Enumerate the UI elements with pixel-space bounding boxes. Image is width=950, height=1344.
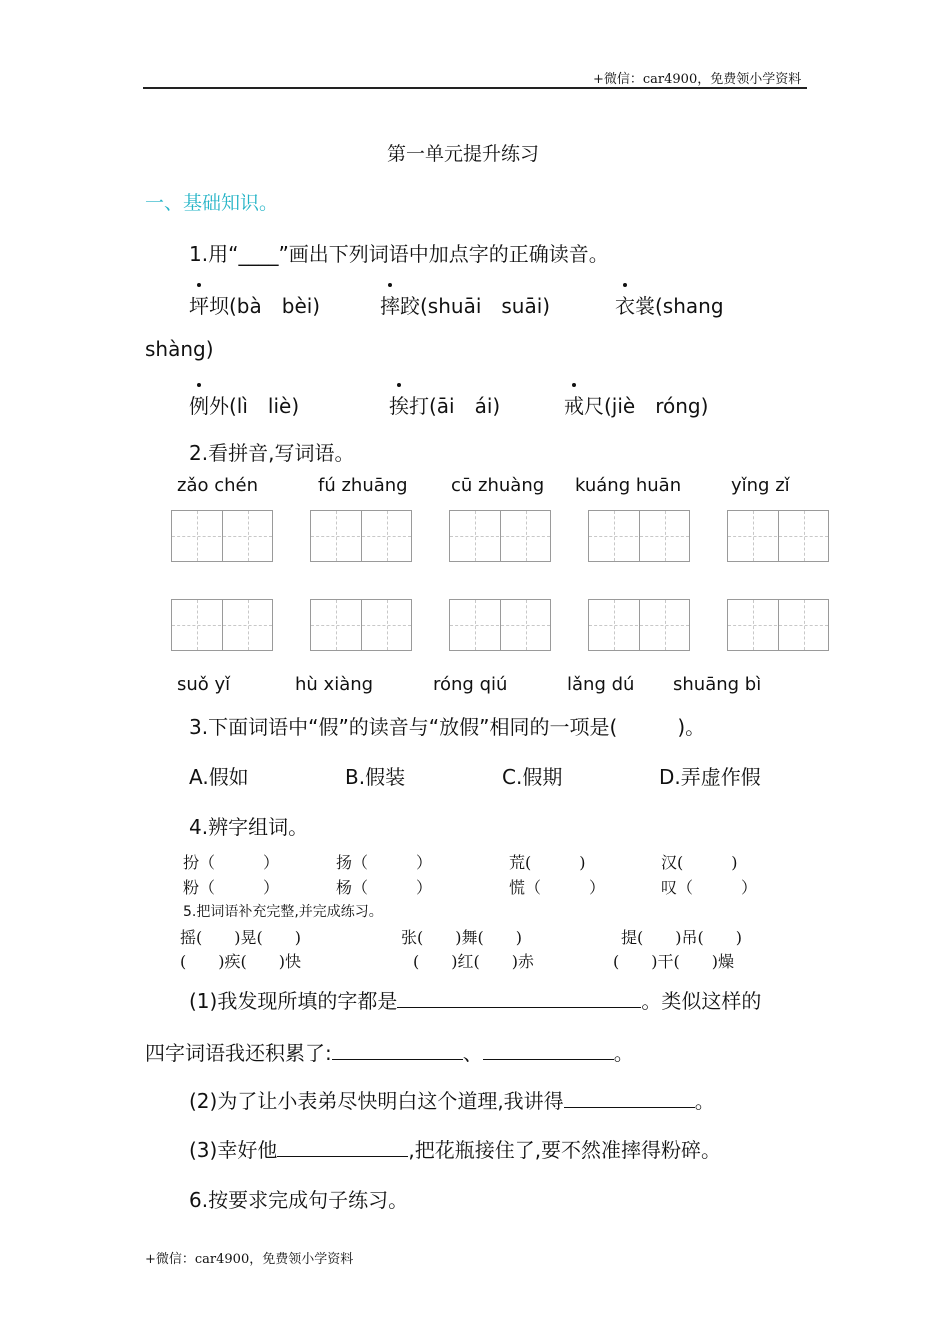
word-pair-item: 粉（ ） [183,878,280,897]
writing-grid[interactable] [449,599,551,651]
header-rule [143,87,807,89]
pinyin-label: cū zhuàng [451,475,545,496]
writing-grid[interactable] [449,510,551,562]
pinyin-label: róng qiú [433,674,508,695]
writing-grid[interactable] [171,599,273,651]
option-b[interactable]: B.假装 [345,765,406,789]
word-pair-item: 汉( ) [661,853,738,872]
idiom-blank: ( )红( )赤 [413,952,534,971]
section-heading: 一、基础知识。 [145,192,279,214]
question-5-stem: 5.把词语补充完整,并完成练习。 [183,904,383,920]
pinyin-label: lǎng dú [567,674,635,695]
idiom-blank: ( )干( )燥 [613,952,734,971]
pinyin-label: shuāng bì [673,674,762,695]
q1-item-wrap: shàng) [145,337,214,361]
q5-sentence-1-cont: 四字词语我还积累了: 、 。 [145,1041,634,1065]
q1-item: 衣裳(shang [615,290,724,319]
q1-item: 坪坝(bà bèi) [189,290,320,319]
answer-blank[interactable] [332,1039,463,1060]
q5-sentence-1: (1)我发现所填的字都是 。类似这样的 [189,989,762,1013]
page-title: 第一单元提升练习 [387,143,540,165]
q1-item: 摔跤(shuāi suāi) [380,290,550,319]
writing-grid[interactable] [588,510,690,562]
q1-item: 例外(lì liè) [189,390,299,419]
pinyin-label: hù xiàng [295,674,374,695]
answer-blank[interactable] [483,1039,614,1060]
writing-grid[interactable] [588,599,690,651]
option-d[interactable]: D.弄虚作假 [659,765,761,789]
question-2-stem: 2.看拼音,写词语。 [189,441,355,465]
word-pair-item: 扮（ ） [183,853,280,872]
q1-item: 挨打(āi ái) [389,390,500,419]
header-note: +微信：car4900，免费领小学资料 [593,72,802,87]
word-pair-item: 杨（ ） [336,878,433,897]
option-a[interactable]: A.假如 [189,765,249,789]
question-1-stem: 1.用“____”画出下列词语中加点字的正确读音。 [189,242,609,266]
writing-grid[interactable] [727,510,829,562]
word-pair-item: 叹（ ） [661,878,758,897]
answer-blank[interactable] [564,1087,695,1108]
writing-grid[interactable] [310,599,412,651]
idiom-blank: 张( )舞( ) [401,928,522,947]
answer-blank[interactable] [277,1136,408,1157]
writing-grid[interactable] [310,510,412,562]
writing-grid[interactable] [727,599,829,651]
answer-blank[interactable] [397,987,641,1008]
question-4-stem: 4.辨字组词。 [189,815,309,839]
writing-grid[interactable] [171,510,273,562]
idiom-blank: 摇( )晃( ) [180,928,301,947]
q1-item: 戒尺(jiè róng) [564,390,708,419]
question-6-stem: 6.按要求完成句子练习。 [189,1188,409,1212]
q5-sentence-3: (3)幸好他 ,把花瓶接住了,要不然准摔得粉碎。 [189,1138,722,1162]
option-c[interactable]: C.假期 [502,765,563,789]
pinyin-label: yǐng zǐ [731,475,790,496]
q5-sentence-2: (2)为了让小表弟尽快明白这个道理,我讲得 。 [189,1089,715,1113]
word-pair-item: 慌（ ） [509,878,606,897]
word-pair-item: 荒( ) [509,853,586,872]
idiom-blank: 提( )吊( ) [621,928,742,947]
pinyin-label: suǒ yǐ [177,674,231,695]
question-3-stem: 3.下面词语中“假”的读音与“放假”相同的一项是( )。 [189,715,706,739]
pinyin-label: fú zhuāng [318,475,408,496]
word-pair-item: 扬（ ） [336,853,433,872]
pinyin-label: zǎo chén [177,475,258,496]
footer-note: +微信：car4900，免费领小学资料 [145,1252,354,1267]
idiom-blank: ( )疾( )快 [180,952,301,971]
pinyin-label: kuáng huān [575,475,682,496]
